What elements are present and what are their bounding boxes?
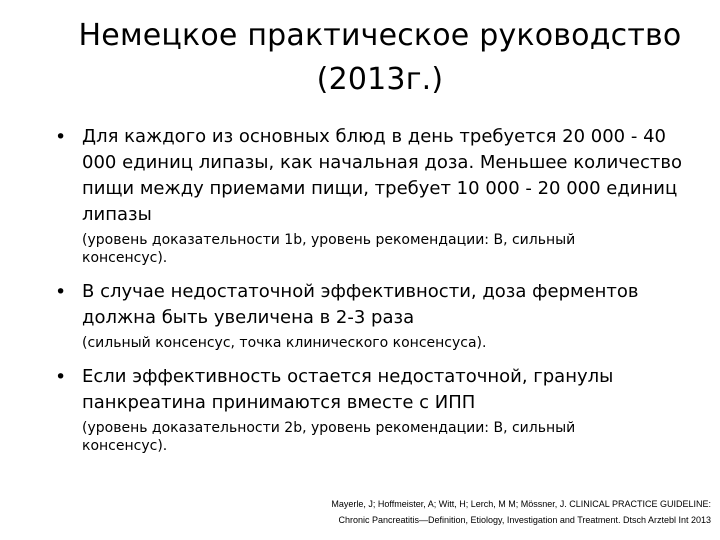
bullet-text: Если эффективность остается недостаточной, гранулы панкреатина принимаются вместе с ИПП [82, 366, 614, 413]
bullet-item [0, 364, 720, 455]
slide-title-line1: Немецкое практическое руководство [78, 18, 682, 53]
citation [241, 496, 711, 528]
citation-line1: Mayerle, J; Hoffmeister, A; Witt, H; Lerch, M M; Mössner, J. CLINICAL PRACTICE GUIDELINE: [331, 499, 711, 509]
bullet-item [0, 124, 720, 267]
bullet-item [0, 279, 720, 352]
bullet-evidence-note: (сильный консенсус, точка клинического консенсуса). [82, 335, 487, 351]
bullet-evidence-note: (уровень доказательности 1b, уровень рекомендации: B, сильный консенсус). [82, 232, 576, 266]
citation-line2: Chronic Pancreatitis—Definition, Etiology, Investigation and Treatment. Dtsch Arztebl Int 2013 [338, 515, 711, 525]
bullet-dot-icon: • [55, 281, 67, 303]
bullet-dot-icon: • [55, 366, 67, 388]
slide-title [40, 14, 720, 102]
bullet-dot-icon: • [55, 126, 67, 148]
bullet-text: Для каждого из основных блюд в день требуется 20 000 - 40 000 единиц липазы, как начальная доза. Меньшее количество пищи между приемами пищи, требует 10 000 - 20 000 единиц липазы [82, 126, 683, 225]
slide-title-line2: (2013г.) [316, 62, 444, 97]
bullet-text: В случае недостаточной эффективности, доза ферментов должна быть увеличена в 2-3 раза [82, 281, 639, 328]
bullet-list [0, 124, 720, 455]
bullet-evidence-note: (уровень доказательности 2b, уровень рекомендации: B, сильный консенсус). [82, 420, 576, 454]
